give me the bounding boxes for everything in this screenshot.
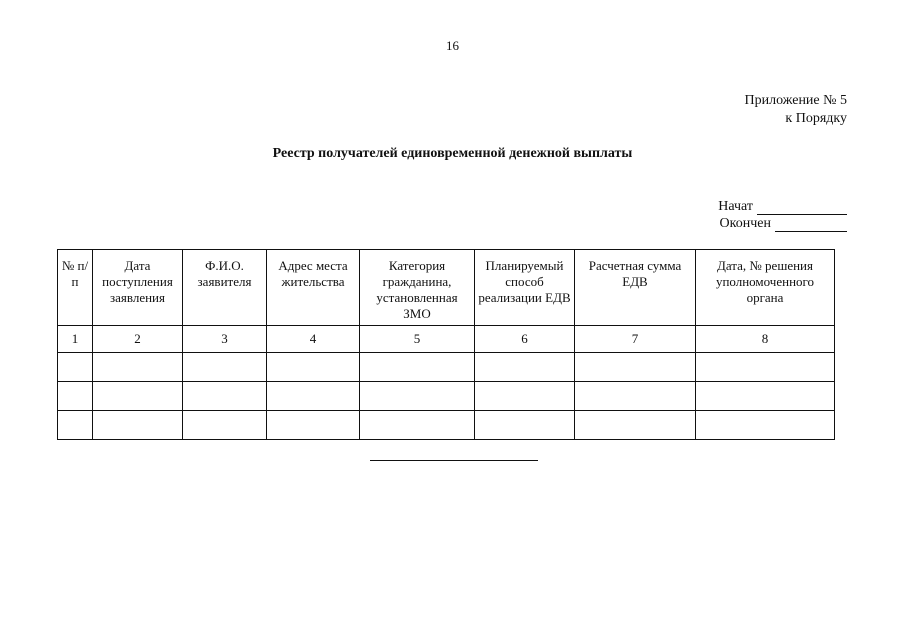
table-row (58, 411, 835, 440)
empty-cell (58, 411, 93, 440)
appendix-line-1: Приложение № 5 (744, 93, 847, 108)
end-row (718, 215, 847, 232)
empty-cell (696, 382, 835, 411)
document-title: Реестр получателей единовременной денежной выплаты (272, 146, 633, 161)
empty-cell (183, 382, 267, 411)
column-number-cell: 4 (267, 326, 360, 353)
appendix-line-2: к Порядку (785, 111, 847, 126)
bottom-separator-line (370, 460, 538, 461)
empty-cell (696, 353, 835, 382)
start-label: Начат (718, 199, 753, 214)
column-number-cell: 3 (183, 326, 267, 353)
header-cell: Дата, № решения уполномоченного органа (696, 250, 835, 326)
header-cell: Категория гражданина, установленная ЗМО (360, 250, 475, 326)
header-row (58, 250, 835, 326)
empty-cell (575, 353, 696, 382)
empty-cell (267, 353, 360, 382)
empty-cell (93, 382, 183, 411)
empty-cell (475, 411, 575, 440)
empty-cell (183, 411, 267, 440)
column-number-cell: 5 (360, 326, 475, 353)
header-cell: Дата поступления заявления (93, 250, 183, 326)
column-number-cell: 2 (93, 326, 183, 353)
end-label: Окончен (719, 216, 771, 231)
start-blank-line (757, 201, 847, 215)
empty-cell (183, 353, 267, 382)
empty-cell (360, 382, 475, 411)
start-row (718, 198, 847, 215)
column-number-cell: 1 (58, 326, 93, 353)
column-number-row (58, 326, 835, 353)
empty-cell (267, 382, 360, 411)
table-row (58, 353, 835, 382)
page-number: 16 (446, 38, 459, 53)
column-number-cell: 6 (475, 326, 575, 353)
empty-cell (267, 411, 360, 440)
header-cell: Адрес места жительства (267, 250, 360, 326)
table-row (58, 382, 835, 411)
empty-cell (360, 353, 475, 382)
end-blank-line (775, 218, 847, 232)
empty-cell (575, 411, 696, 440)
header-cell: № п/п (58, 250, 93, 326)
header-cell: Расчетная сумма ЕДВ (575, 250, 696, 326)
empty-cell (93, 353, 183, 382)
empty-cell (575, 382, 696, 411)
column-number-cell: 8 (696, 326, 835, 353)
empty-cell (360, 411, 475, 440)
header-cell: Планируемый способ реализации ЕДВ (475, 250, 575, 326)
empty-cell (475, 382, 575, 411)
empty-cell (93, 411, 183, 440)
column-number-cell: 7 (575, 326, 696, 353)
registry-table (57, 249, 835, 440)
period-block (718, 198, 847, 232)
empty-cell (696, 411, 835, 440)
empty-cell (58, 353, 93, 382)
empty-cell (58, 382, 93, 411)
appendix-note (745, 92, 848, 128)
empty-cell (475, 353, 575, 382)
header-cell: Ф.И.О. заявителя (183, 250, 267, 326)
